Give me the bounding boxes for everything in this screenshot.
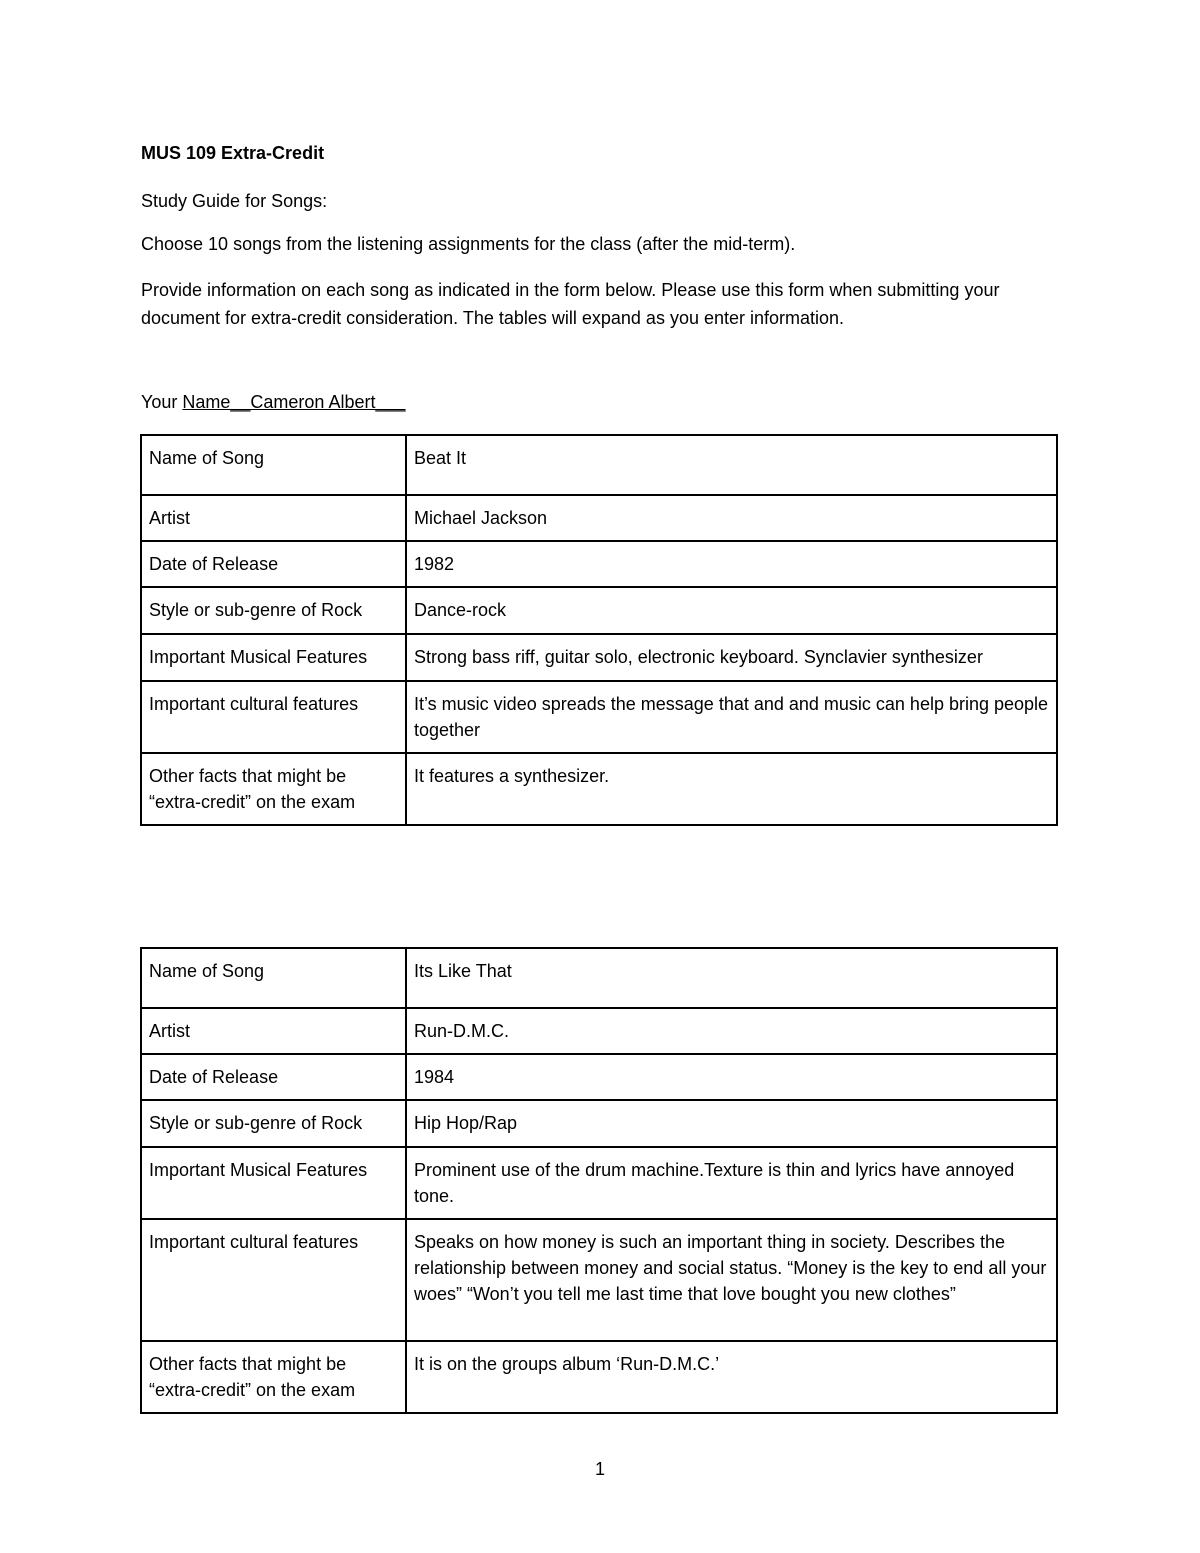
row-label: Style or sub-genre of Rock — [141, 1100, 406, 1147]
row-label: Important Musical Features — [141, 634, 406, 681]
row-value[interactable]: It is on the groups album ‘Run-D.M.C.’ — [406, 1341, 1057, 1413]
table-row — [141, 435, 1057, 495]
your-name-prefix: Your — [141, 392, 183, 412]
your-name-value[interactable]: __Cameron Albert___ — [230, 392, 406, 412]
table-row — [141, 587, 1057, 634]
table-row — [141, 1054, 1057, 1100]
choose-instructions: Choose 10 songs from the listening assignments for the class (after the mid-term). — [141, 234, 796, 254]
row-value[interactable]: Prominent use of the drum machine.Texture is thin and lyrics have annoyed tone. — [406, 1147, 1057, 1219]
row-label: Important cultural features — [141, 1219, 406, 1341]
document-title: MUS 109 Extra-Credit — [141, 143, 325, 163]
table-row — [141, 495, 1057, 541]
song-table-1 — [140, 434, 1058, 826]
table-row — [141, 634, 1057, 681]
row-value[interactable]: Its Like That — [406, 948, 1057, 1008]
row-value[interactable]: Speaks on how money is such an important thing in society. Describes the relationship between money and social status. “Money is the key to end all your woes” “Won’t you tell me last time that love bought you new clothes” — [406, 1219, 1057, 1341]
your-name-label: Name — [182, 392, 231, 412]
row-label: Date of Release — [141, 1054, 406, 1100]
row-value[interactable]: Run-D.M.C. — [406, 1008, 1057, 1054]
row-label: Important cultural features — [141, 681, 406, 753]
table-row — [141, 1100, 1057, 1147]
row-value[interactable]: Strong bass riff, guitar solo, electronic keyboard. Synclavier synthesizer — [406, 634, 1057, 681]
row-label: Other facts that might be “extra-credit” on the exam — [141, 1341, 406, 1413]
row-value[interactable]: Hip Hop/Rap — [406, 1100, 1057, 1147]
row-label: Style or sub-genre of Rock — [141, 587, 406, 634]
your-name-line — [141, 392, 406, 413]
table-row — [141, 1008, 1057, 1054]
table-row — [141, 681, 1057, 753]
study-guide-line: Study Guide for Songs: — [141, 191, 328, 211]
row-label: Important Musical Features — [141, 1147, 406, 1219]
row-label: Other facts that might be “extra-credit” on the exam — [141, 753, 406, 825]
row-label: Name of Song — [141, 435, 406, 495]
row-value[interactable]: It features a synthesizer. — [406, 753, 1057, 825]
row-value[interactable]: It’s music video spreads the message that and and music can help bring people together — [406, 681, 1057, 753]
row-label: Artist — [141, 495, 406, 541]
row-value[interactable]: 1982 — [406, 541, 1057, 587]
row-label: Name of Song — [141, 948, 406, 1008]
row-value[interactable]: 1984 — [406, 1054, 1057, 1100]
table-row — [141, 1147, 1057, 1219]
row-value[interactable]: Michael Jackson — [406, 495, 1057, 541]
song-table-2 — [140, 947, 1058, 1414]
provide-instructions: Provide information on each song as indicated in the form below. Please use this form when submitting your document for extra-credit consideration. The tables will expand as you enter information. — [141, 280, 1000, 328]
table-row — [141, 1219, 1057, 1341]
table-row — [141, 1341, 1057, 1413]
table-row — [141, 948, 1057, 1008]
row-label: Artist — [141, 1008, 406, 1054]
row-value[interactable]: Dance-rock — [406, 587, 1057, 634]
table-row — [141, 541, 1057, 587]
row-value[interactable]: Beat It — [406, 435, 1057, 495]
page-number: 1 — [594, 1459, 605, 1479]
table-row — [141, 753, 1057, 825]
row-label: Date of Release — [141, 541, 406, 587]
